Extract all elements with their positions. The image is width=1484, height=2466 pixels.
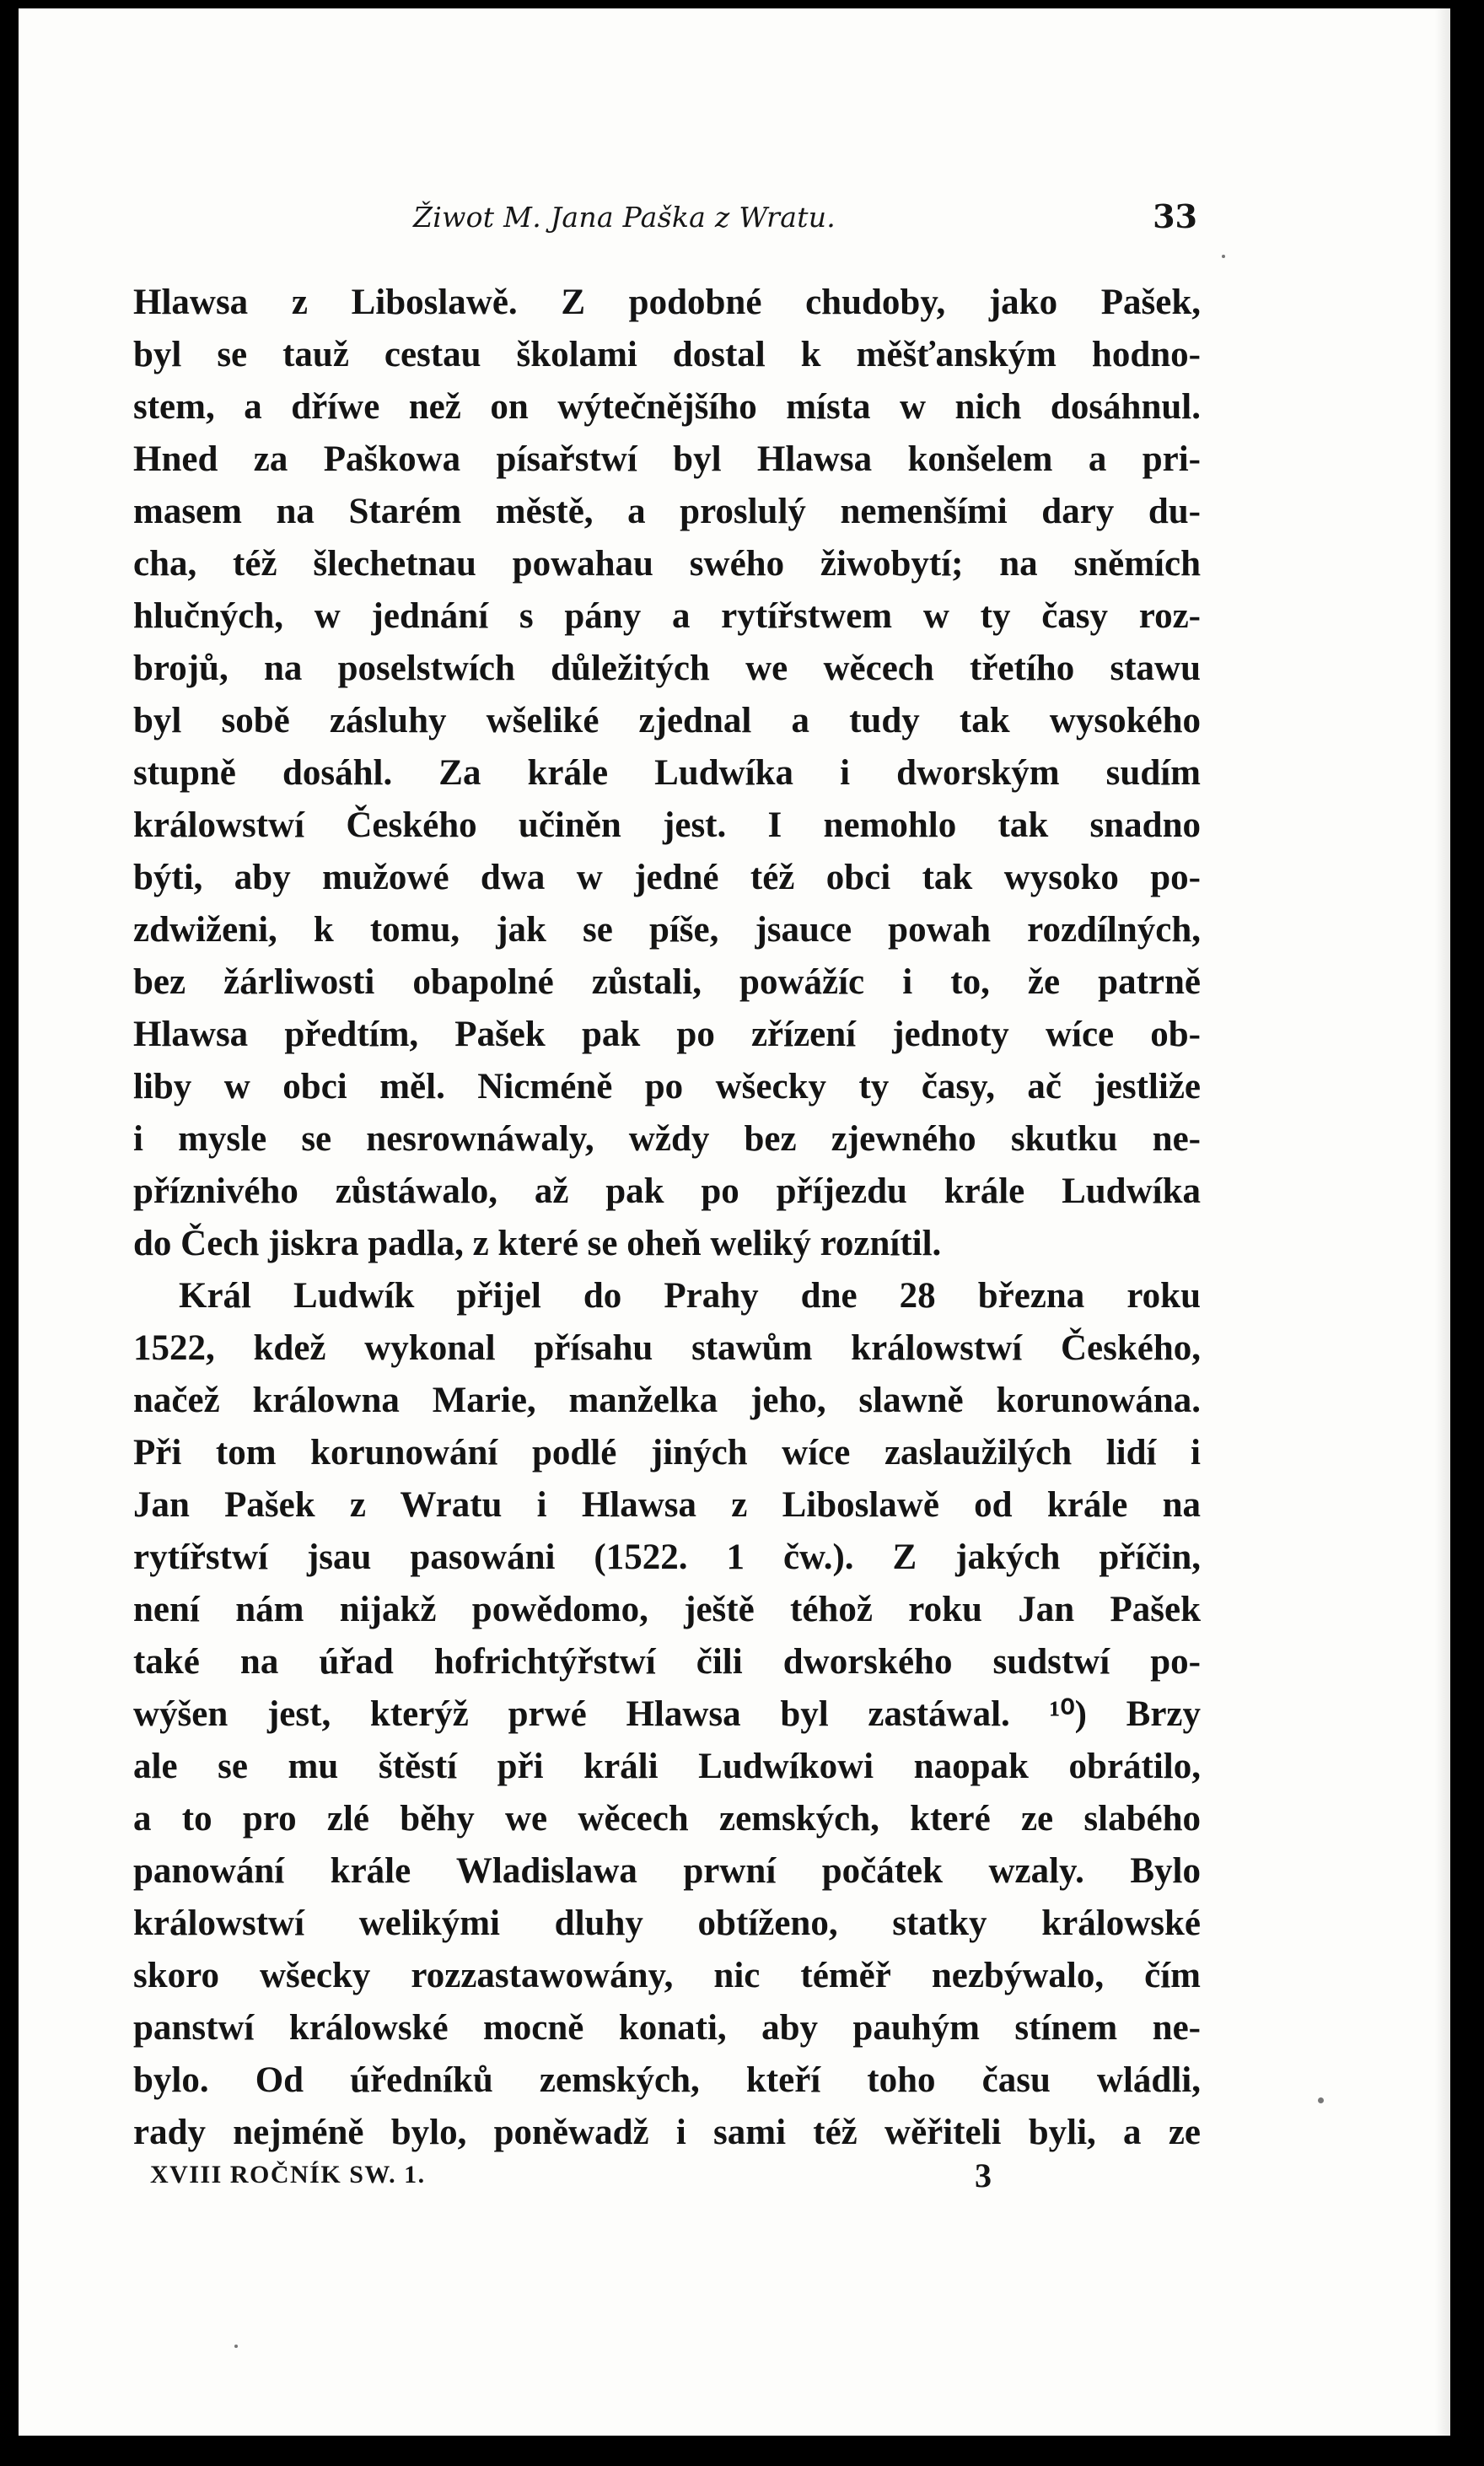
text-line: Při tom korunowání podlé jiných wíce zaslaužilých lidí i — [133, 1433, 1201, 1473]
volume-signature: XVIII ROČNÍK SW. 1. — [150, 2161, 426, 2189]
text-line: cha, též šlechetnau powahau swého žiwobytí; na sněmích — [133, 544, 1201, 584]
page-header — [135, 196, 1197, 246]
text-line: Hlawsa z Liboslawě. Z podobné chudoby, jako Pašek, — [133, 283, 1201, 322]
text-line-paragraph-end: do Čech jiskra padla, z které se oheň weliký roznítil. — [133, 1224, 942, 1263]
text-line: byl sobě zásluhy wšeliké zjednal a tudy tak wysokého — [133, 701, 1201, 740]
text-line: rady nejméně bylo, poněwadž i sami též wěřiteli byli, a ze — [133, 2113, 1201, 2152]
page-edge-shadow — [1435, 8, 1450, 2436]
text-line: brojů, na poselstwích důležitých we wěcech třetího stawu — [133, 649, 1201, 688]
paper-speck — [234, 2345, 238, 2348]
body-text — [133, 277, 1201, 2159]
text-line: hlučných, w jednání s pány a rytířstwem w ty časy roz- — [133, 596, 1201, 636]
text-line: stupně dosáhl. Za krále Ludwíka i dworským sudím — [133, 753, 1201, 793]
text-line: načež králowna Marie, manželka jeho, slawně korunowána. — [133, 1381, 1201, 1420]
text-line: Jan Pašek z Wratu i Hlawsa z Liboslawě od krále na — [133, 1485, 1201, 1525]
text-line: panowání krále Wladislawa prwní počátek wzaly. Bylo — [133, 1851, 1201, 1891]
text-line: býti, aby mužowé dwa w jedné též obci tak wysoko po- — [133, 858, 1201, 897]
book-page — [19, 8, 1450, 2436]
text-line: Hlawsa předtím, Pašek pak po zřízení jednoty wíce ob- — [133, 1015, 1201, 1054]
text-line: a to pro zlé běhy we wěcech zemských, které ze slabého — [133, 1799, 1201, 1839]
text-line: Hned za Paškowa písařstwí byl Hlawsa konšelem a pri- — [133, 439, 1201, 479]
text-line-paragraph-start: Král Ludwík přijel do Prahy dne 28 března roku — [179, 1276, 1201, 1316]
text-line: 1522, kdež wykonal přísahu stawům králowstwí Českého, — [133, 1328, 1201, 1368]
text-line: skoro wšecky rozzastawowány, nic téměř nezbýwalo, čím — [133, 1956, 1201, 1995]
text-line: stem, a dříwe než on wýtečnějšího místa w nich dosáhnul. — [133, 387, 1201, 427]
text-line: liby w obci měl. Nicméně po wšecky ty časy, ač jestliže — [133, 1067, 1201, 1106]
page-number: 33 — [1153, 197, 1197, 235]
text-line: bylo. Od úředníků zemských, kteří toho času wládli, — [133, 2060, 1201, 2100]
text-line: rytířstwí jsau pasowáni (1522. 1 čw.). Z jakých příčin, — [133, 1537, 1201, 1577]
text-line: také na úřad hofrichtýřstwí čili dworského sudstwí po- — [133, 1642, 1201, 1682]
text-line: není nám nijakž powědomo, ještě téhož roku Jan Pašek — [133, 1590, 1201, 1629]
text-line: i mysle se nesrownáwaly, wždy bez zjewného skutku ne- — [133, 1119, 1201, 1159]
running-title: Žiwot M. Jana Paška z Wratu. — [413, 201, 836, 234]
text-line: masem na Starém městě, a proslulý nemenšími dary du- — [133, 492, 1201, 531]
text-line: ale se mu štěstí při králi Ludwíkowi naopak obrátilo, — [133, 1747, 1201, 1786]
paper-speck — [1318, 2097, 1324, 2103]
text-line: byl se tauž cestau školami dostal k měšťanským hodno- — [133, 335, 1201, 374]
text-line: příznivého zůstáwalo, až pak po příjezdu krále Ludwíka — [133, 1171, 1201, 1211]
text-line: králowstwí welikými dluhy obtíženo, statky králowské — [133, 1903, 1201, 1943]
page-footer — [150, 2156, 993, 2205]
gathering-mark: 3 — [975, 2156, 992, 2194]
text-line: zdwiženi, k tomu, jak se píše, jsauce powah rozdílných, — [133, 910, 1201, 950]
text-line: králowstwí Českého učiněn jest. I nemohlo tak snadno — [133, 805, 1201, 845]
text-line: wýšen jest, kterýž prwé Hlawsa byl zastáwal. ¹⁰) Brzy — [133, 1694, 1201, 1734]
text-line: bez žárliwosti obapolné zůstali, powážíc i to, že patrně — [133, 962, 1201, 1002]
paper-speck — [1222, 255, 1225, 258]
text-line: panstwí králowské mocně konati, aby pauhým stínem ne- — [133, 2008, 1201, 2048]
